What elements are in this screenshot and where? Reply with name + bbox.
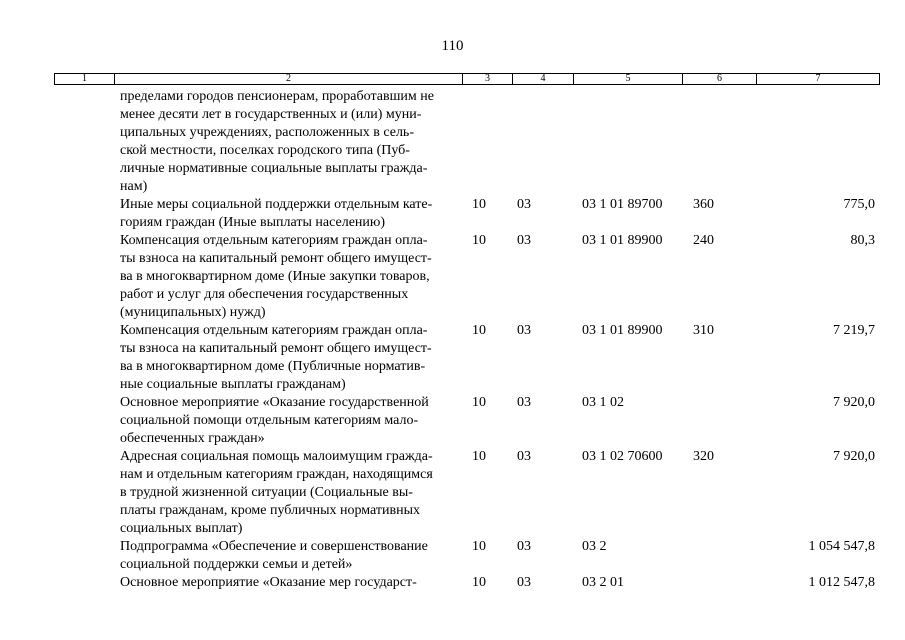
description-line: обеспеченных граждан» [120,431,265,446]
row-target-article-code: 03 2 [582,539,607,554]
table-row [0,196,905,232]
column-number-2: 2 [115,74,463,84]
column-number-1: 1 [55,74,115,84]
row-section-code: 10 [472,449,486,464]
row-amount: 1 054 547,8 [808,539,875,554]
description-line: Адресная социальная помощь малоимущим гражда- [120,449,433,464]
table-row [0,574,905,592]
description-line: ской местности, поселках городского типа (Пуб- [120,143,410,158]
column-number-3: 3 [463,74,513,84]
row-section-code: 10 [472,233,486,248]
row-description [120,232,460,322]
row-expense-type-code: 240 [693,233,714,248]
description-line: Основное мероприятие «Оказание мер государст- [120,575,417,590]
row-target-article-code: 03 1 02 70600 [582,449,663,464]
row-subsection-code: 03 [517,323,531,338]
column-number-6: 6 [683,74,757,84]
description-line: ва в многоквартирном доме (Публичные норматив- [120,359,426,374]
description-line: работ и услуг для обеспечения государственных [120,287,409,302]
row-section-code: 10 [472,575,486,590]
row-target-article-code: 03 1 02 [582,395,624,410]
row-amount: 7 219,7 [833,323,875,338]
row-expense-type-code: 320 [693,449,714,464]
row-amount: 1 012 547,8 [808,575,875,590]
row-description [120,574,460,592]
row-amount: 775,0 [843,197,875,212]
row-description [120,394,460,448]
description-line: Подпрограмма «Обеспечение и совершенствование [120,539,428,554]
row-subsection-code: 03 [517,575,531,590]
description-line: социальной помощи отдельным категориям мало- [120,413,419,428]
description-line: (муниципальных) нужд) [120,305,266,320]
row-description [120,448,460,538]
column-number-4: 4 [513,74,574,84]
row-target-article-code: 03 1 01 89700 [582,197,663,212]
row-description [120,196,460,232]
description-line: Иные меры социальной поддержки отдельным кате- [120,197,433,212]
column-number-5: 5 [574,74,683,84]
row-section-code: 10 [472,395,486,410]
description-line: платы гражданам, кроме публичных нормативных [120,503,421,518]
row-amount: 80,3 [850,233,875,248]
description-line: ты взноса на капитальный ремонт общего имущест- [120,251,432,266]
row-section-code: 10 [472,323,486,338]
description-line: в трудной жизненной ситуации (Социальные вы- [120,485,413,500]
description-line: ципальных учреждениях, расположенных в сель- [120,125,414,140]
row-expense-type-code: 360 [693,197,714,212]
table-row [0,322,905,394]
row-description [120,88,460,196]
description-line: менее десяти лет в государственных и (или) муни- [120,107,422,122]
description-line: пределами городов пенсионерам, проработавшим не [120,89,434,104]
row-target-article-code: 03 2 01 [582,575,624,590]
table-row [0,394,905,448]
row-description [120,322,460,394]
row-subsection-code: 03 [517,197,531,212]
table-row [0,232,905,322]
row-target-article-code: 03 1 01 89900 [582,233,663,248]
row-subsection-code: 03 [517,395,531,410]
description-line: нам и отдельным категориям граждан, находящимся [120,467,433,482]
table-header-row [54,73,880,85]
row-section-code: 10 [472,197,486,212]
description-line: ва в многоквартирном доме (Иные закупки товаров, [120,269,430,284]
row-target-article-code: 03 1 01 89900 [582,323,663,338]
row-amount: 7 920,0 [833,449,875,464]
row-description [120,538,460,574]
row-amount: 7 920,0 [833,395,875,410]
description-line: ты взноса на капитальный ремонт общего имущест- [120,341,432,356]
table-row [0,88,905,196]
description-line: Основное мероприятие «Оказание государственной [120,395,429,410]
budget-table-body [0,88,905,592]
column-number-7: 7 [815,73,821,84]
row-expense-type-code: 310 [693,323,714,338]
description-line: Компенсация отдельным категориям граждан опла- [120,323,428,338]
row-subsection-code: 03 [517,233,531,248]
row-subsection-code: 03 [517,539,531,554]
row-section-code: 10 [472,539,486,554]
description-line: гориям граждан (Иные выплаты населению) [120,215,386,230]
description-line: социальных выплат) [120,521,243,536]
row-subsection-code: 03 [517,449,531,464]
page-number: 110 [441,38,464,54]
table-row [0,448,905,538]
description-line: социальной поддержки семьи и детей» [120,557,353,572]
description-line: нам) [120,179,148,194]
description-line: ные социальные выплаты гражданам) [120,377,346,392]
description-line: личные нормативные социальные выплаты гражда- [120,161,428,176]
table-row [0,538,905,574]
description-line: Компенсация отдельным категориям граждан опла- [120,233,428,248]
